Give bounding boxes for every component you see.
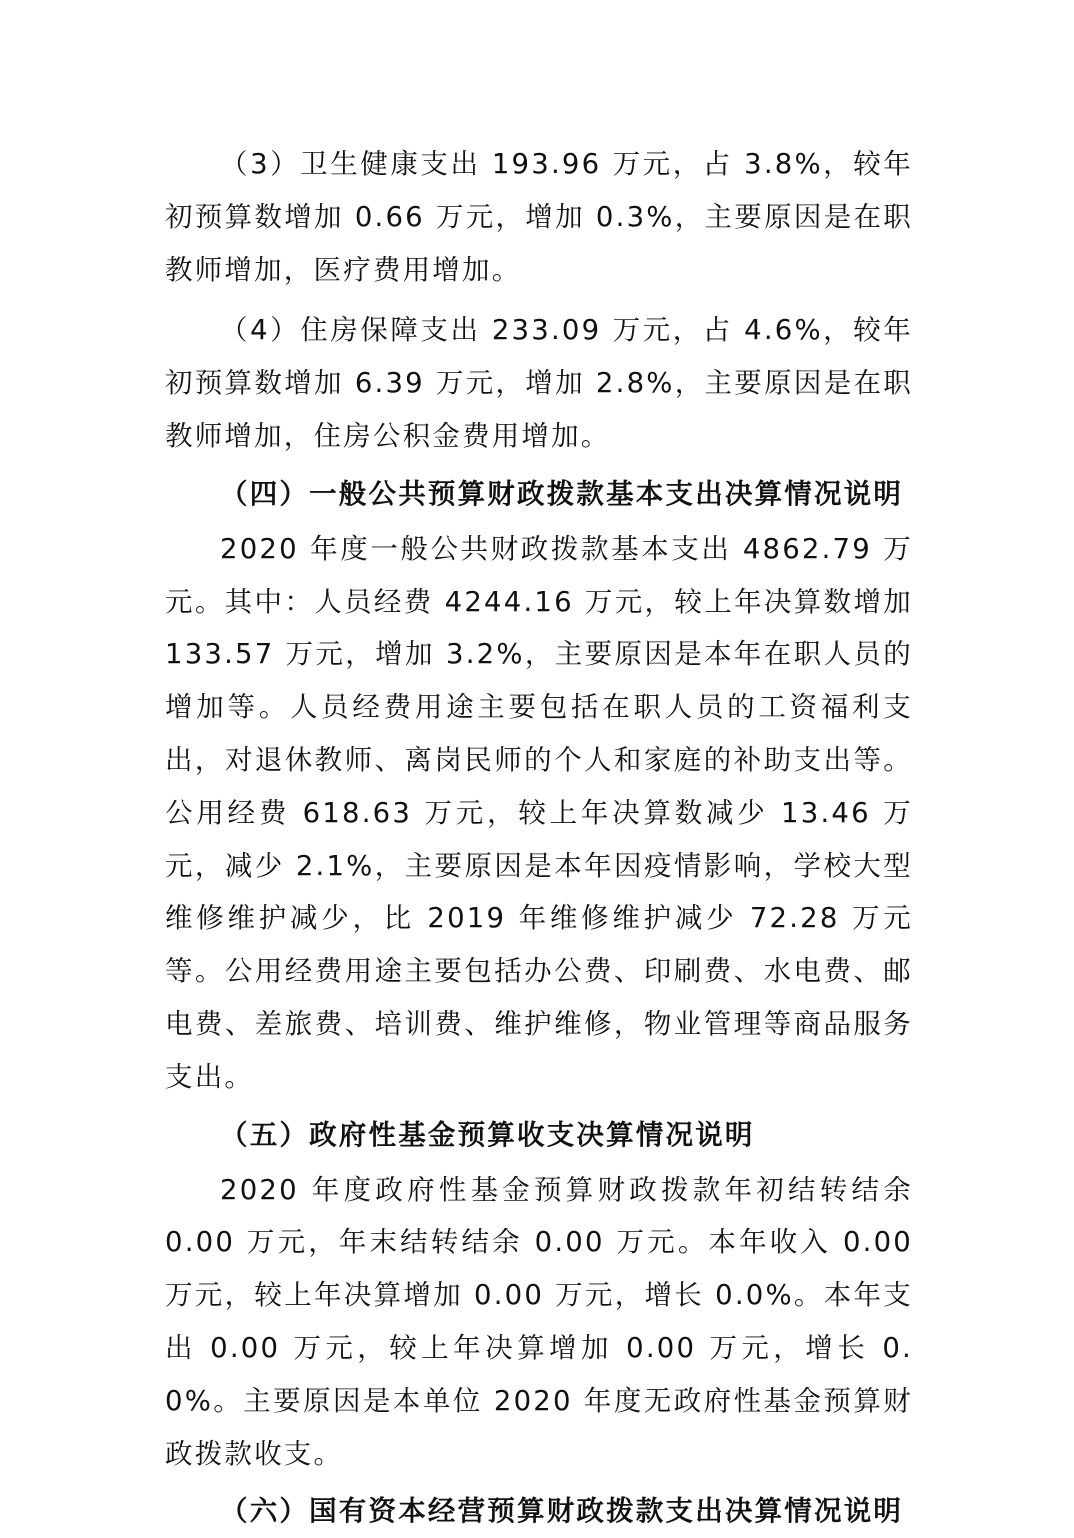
paragraph-basic-expense: 2020 年度一般公共财政拨款基本支出 4862.79 万元。其中：人员经费 4244.16 万元，较上年决算数增加 133.57 万元，增加 3.2%，主要原因是本年在职人员的增加等。人员经费用途主要包括在职人员的工资福利支出，对退休教师、离岗民师的个人和家庭的补助支出等。公用经费 618.63 万元，较上年决算数减少 13.46 万元，减少 2.1%，主要原因是本年因疫情影响，学校大型维修维护减少，比 2019 年维修维护减少 72.28 万元等。公用经费用途主要包括办公费、印刷费、水电费、邮电费、差旅费、培训费、维护维修，物业管理等商品服务支出。 [165,532,913,1093]
paragraph-housing-expense: （4）住房保障支出 233.09 万元，占 4.6%，较年初预算数增加 6.39 万元，增加 2.8%，主要原因是在职教师增加，住房公积金费用增加。 [165,314,913,452]
section-heading-state-capital: （六）国有资本经营预算财政拨款支出决算情况说明 [220,1495,904,1528]
paragraph-gov-fund: 2020 年度政府性基金预算财政拨款年初结转结余 0.00 万元，年末结转结余 0.00 万元。本年收入 0.00 万元，较上年决算增加 0.00 万元，增长 0.0%。本年支出 0.00 万元，较上年决算增加 0.00 万元，增长 0.0%。主要原因是本单位 2020 年度无政府性基金预算财政拨款收支。 [165,1173,913,1470]
section-heading-basic-expense: （四）一般公共预算财政拨款基本支出决算情况说明 [220,477,904,510]
paragraph-health-expense: （3）卫生健康支出 193.96 万元，占 3.8%，较年初预算数增加 0.66 万元，增加 0.3%，主要原因是在职教师增加，医疗费用增加。 [165,148,913,286]
document-body [165,138,913,1538]
section-heading-gov-fund: （五）政府性基金预算收支决算情况说明 [220,1118,755,1151]
